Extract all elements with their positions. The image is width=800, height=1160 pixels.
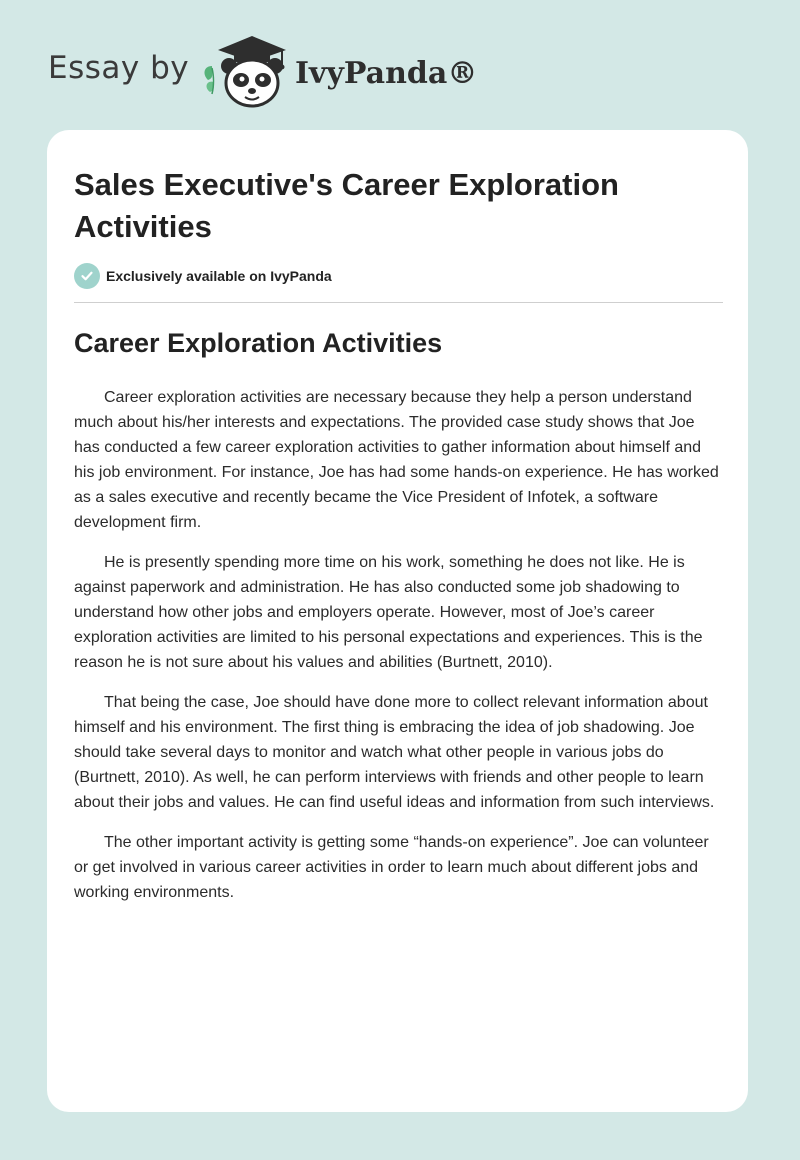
paragraph: That being the case, Joe should have done more to collect relevant information about himself and his environment. The first thing is embracing the idea of job shadowing. Joe should take several days to monitor and watch what other people in various jobs do (Burtnett, 2010). As well, he can perform interviews with friends and other people to learn about their jobs and values. He can find useful ideas and information from such interviews. — [74, 694, 715, 811]
paragraph: The other important activity is getting some “hands-on experience”. Joe can volunteer or get involved in various career activities in order to learn much about different jobs and working environments. — [74, 834, 709, 901]
article-body — [74, 385, 724, 920]
paragraph: He is presently spending more time on his work, something he does not like. He is against paperwork and administration. He has also conducted some job shadowing to understand how other jobs and employers operate. However, most of Joe’s career exploration activities are limited to his personal expectations and experiences. This is the reason he is not sure about his values and abilities (Burtnett, 2010). — [74, 554, 703, 671]
check-circle-icon — [74, 263, 100, 289]
badge-label: Exclusively available on IvyPanda — [106, 268, 332, 284]
divider — [74, 302, 723, 303]
exclusive-badge — [74, 263, 332, 289]
site-header — [48, 30, 568, 110]
paragraph: Career exploration activities are necessary because they help a person understand much about his/her interests and expectations. The provided case study shows that Joe has conducted a few career exploration activities to gather information about himself and his job environment. For instance, Joe has had some hands-on experience. He has worked as a sales executive and recently became the Vice President of Infotek, a software development firm. — [74, 389, 719, 531]
section-heading: Career Exploration Activities — [74, 328, 443, 358]
essay-card — [47, 130, 748, 1112]
essay-by-label: Essay by — [48, 50, 190, 86]
brand-name[interactable]: IvyPanda® — [295, 56, 478, 91]
page-title: Sales Executive's Career Exploration Activities — [74, 167, 619, 244]
panda-logo-icon[interactable] — [200, 30, 295, 110]
